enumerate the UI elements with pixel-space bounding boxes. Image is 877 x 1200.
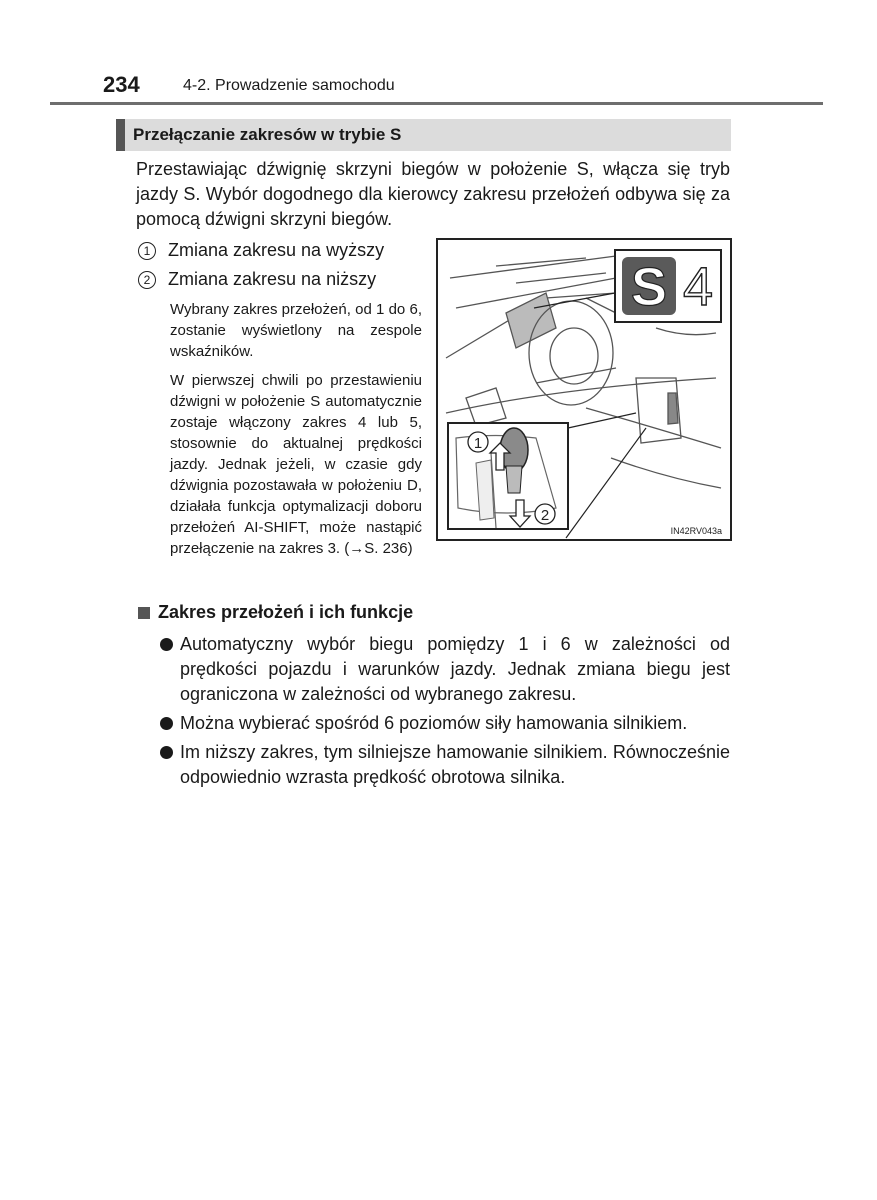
square-bullet-icon	[138, 607, 150, 619]
figure-code: IN42RV043a	[670, 526, 722, 536]
bullet-dot-icon	[160, 746, 173, 759]
list-item-text: Im niższy zakres, tym silniejsze hamowanie silnikiem. Równocześnie odpowiednio wzrasta prędkość obrotowa silnika.	[180, 742, 730, 787]
note-range-display: Wybrany zakres przełożeń, od 1 do 6, zostanie wyświetlony na zespole wskaźników.	[170, 301, 422, 360]
step-number: 1	[138, 242, 156, 260]
step-downshift	[138, 266, 428, 293]
bullet-dot-icon	[160, 717, 173, 730]
subsection-heading	[138, 602, 413, 623]
subsection-title: Zakres przełożeń i ich funkcje	[158, 602, 414, 622]
section-title: Przełączanie zakresów w trybie S	[116, 119, 731, 151]
indicator-display	[615, 250, 721, 322]
indicator-range-number: 4	[682, 257, 714, 317]
callout-number: 1	[473, 435, 483, 452]
list-item-text: Można wybierać spośród 6 poziomów siły hamowania silnikiem.	[180, 713, 688, 733]
list-item	[160, 711, 730, 736]
step-label: Zmiana zakresu na wyższy	[168, 240, 385, 260]
bullet-dot-icon	[160, 638, 173, 651]
callout-number: 2	[540, 507, 550, 524]
header-divider	[50, 102, 823, 105]
gear-lever-inset	[448, 423, 568, 529]
step-upshift	[138, 237, 428, 264]
shift-lever-illustration	[436, 238, 732, 541]
list-item-text: Automatyczny wybór biegu pomiędzy 1 i 6 w zależności od prędkości pojazdu i warunków jazdy. Jednak zmiana biegu jest ograniczona w zależności od wybranego zakresu.	[180, 634, 730, 704]
step-number: 2	[138, 271, 156, 289]
bullet-list	[160, 632, 730, 794]
step-label: Zmiana zakresu na niższy	[168, 269, 377, 289]
intro-paragraph: Przestawiając dźwignię skrzyni biegów w położenie S, włącza się tryb jazdy S. Wybór dogodnego dla kierowcy zakresu przełożeń odbywa się za pomocą dźwigni skrzyni biegów.	[136, 159, 730, 229]
indicator-s-letter: S	[630, 257, 668, 317]
section-header: 4-2. Prowadzenie samochodu	[183, 77, 395, 94]
page-number: 234	[103, 72, 140, 97]
list-item	[160, 740, 730, 790]
list-item	[160, 632, 730, 707]
steps-list	[138, 237, 428, 567]
note-initial-range: W pierwszej chwili po przestawieniu dźwigni w położenie S automatycznie zostaje włączony zakres 4 lub 5, stosownie do aktualnej prędkości jazdy. Jednak jeżeli, w czasie gdy dźwignia pozostawała w położeniu D, działała funkcja optymalizacji doboru przełożeń AI-SHIFT, może nastąpić przełączenie na zakres 3. (→S. 236)	[170, 372, 422, 557]
